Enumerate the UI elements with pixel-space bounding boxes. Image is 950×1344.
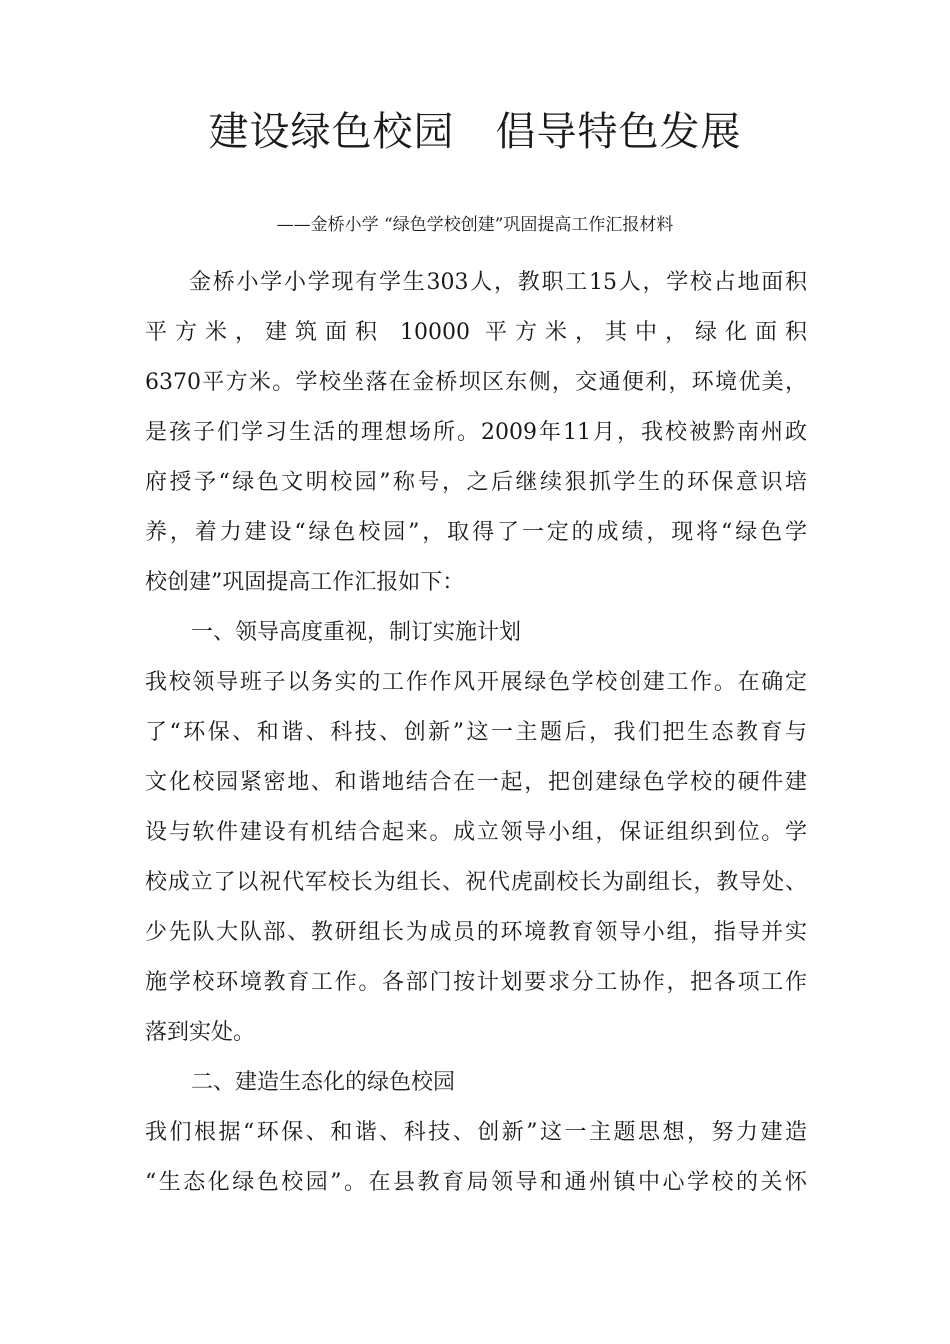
paragraph-line: 平方米，建筑面积 10000 平方米，其中，绿化面积 <box>145 320 807 345</box>
paragraph-line: 我们根据“环保、和谐、科技、创新”这一主题思想，努力建造 <box>145 1120 807 1145</box>
document-title: 建设绿色校园 倡导特色发展 <box>208 109 742 155</box>
paragraph-line: 府授予“绿色文明校园”称号，之后继续狠抓学生的环保意识培 <box>145 470 807 495</box>
paragraph-line: 少先队大队部、教研组长为成员的环境教育领导小组，指导并实 <box>145 920 807 945</box>
paragraph-line: 施学校环境教育工作。各部门按计划要求分工协作，把各项工作 <box>145 970 807 995</box>
paragraph-line: 金桥小学小学现有学生303人，教职工15人，学校占地面积 <box>189 270 807 295</box>
paragraph-line: 我校领导班子以务实的工作作风开展绿色学校创建工作。在确定 <box>145 670 807 695</box>
paragraph-line: “生态化绿色校园”。在县教育局领导和通州镇中心学校的关怀 <box>145 1170 807 1195</box>
document-subtitle: ——金桥小学 “绿色学校创建”巩固提高工作汇报材料 <box>276 215 674 235</box>
paragraph-line: 文化校园紧密地、和谐地结合在一起，把创建绿色学校的硬件建 <box>145 770 807 795</box>
paragraph-line: 是孩子们学习生活的理想场所。2009年11月，我校被黔南州政 <box>145 420 807 445</box>
paragraph-line: 落到实处。 <box>145 1020 256 1045</box>
paragraph-line: 养，着力建设“绿色校园”，取得了一定的成绩，现将“绿色学 <box>145 520 807 545</box>
section-heading: 一、领导高度重视，制订实施计划 <box>191 620 522 645</box>
paragraph-line: 设与软件建设有机结合起来。成立领导小组，保证组织到位。学 <box>145 820 807 845</box>
paragraph-line: 6370平方米。学校坐落在金桥坝区东侧，交通便利，环境优美， <box>145 370 807 395</box>
paragraph-line: 校创建”巩固提高工作汇报如下： <box>145 570 465 595</box>
paragraph-line: 校成立了以祝代军校长为组长、祝代虎副校长为副组长，教导处、 <box>145 870 807 895</box>
section-heading: 二、建造生态化的绿色校园 <box>191 1070 456 1095</box>
paragraph-line: 了“环保、和谐、科技、创新”这一主题后，我们把生态教育与 <box>145 720 807 745</box>
